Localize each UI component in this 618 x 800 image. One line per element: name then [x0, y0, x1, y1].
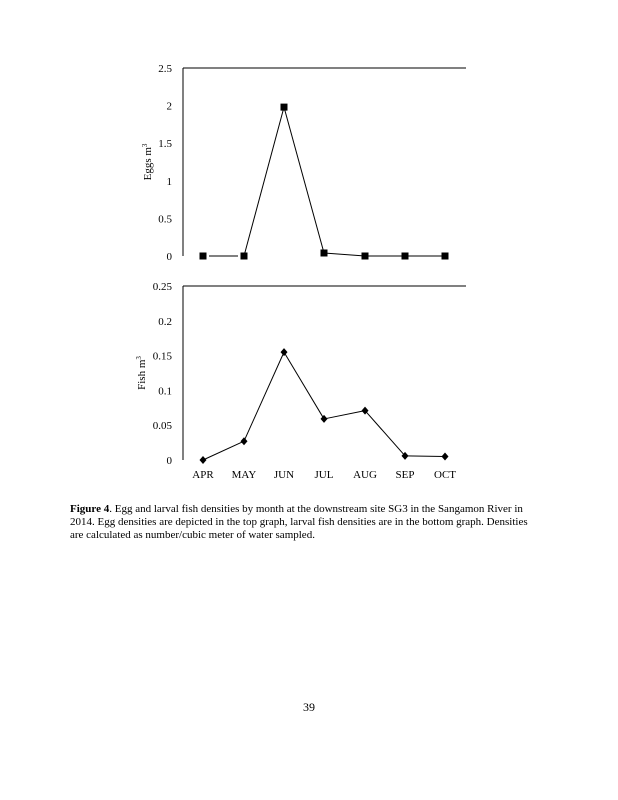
y-tick-label: 0.15 [152, 350, 172, 363]
y-axis-label [141, 143, 154, 180]
y-tick-label: 2.5 [158, 63, 172, 75]
egg-density-chart [141, 63, 466, 263]
y-tick-label: 0.25 [152, 281, 172, 293]
data-point [442, 453, 449, 461]
page-number: 39 [303, 700, 315, 714]
caption-label: Figure 4 [70, 503, 110, 515]
series-line-segment [284, 352, 324, 419]
x-tick-label: SEP [395, 469, 415, 481]
caption-text: . Egg and larval fish densities by month at the downstream site SG3 in the Sangamon River in 2014. Egg densities are depicted in the top graph, larval fish densities are in the bottom graph. Densities are calculated as number/cubic meter of water sampled. [70, 503, 528, 541]
series-line-segment [284, 107, 324, 253]
data-point [321, 415, 328, 423]
y-tick-label: 1 [166, 175, 172, 188]
x-tick-label: APR [192, 469, 214, 481]
series-line-segment [203, 441, 244, 460]
data-point [442, 253, 449, 260]
y-tick-label: 0.5 [158, 213, 172, 226]
y-tick-label: 0 [166, 251, 172, 263]
data-point [200, 456, 207, 464]
y-axis-label-superscript: 3 [141, 143, 149, 148]
series-line-segment [405, 456, 445, 457]
series-line-segment [365, 411, 405, 456]
data-point [281, 348, 288, 356]
y-axis-label-text: Fish m [136, 359, 148, 390]
larval-fish-density-chart [135, 281, 466, 481]
x-tick-label: OCT [434, 469, 456, 481]
y-axis-label-superscript: 3 [135, 356, 143, 360]
x-tick-label: JUL [314, 469, 334, 481]
figure-caption [70, 503, 540, 542]
y-tick-label: 0.1 [158, 385, 172, 398]
series-line-segment [244, 107, 284, 256]
data-point [402, 253, 409, 260]
data-point [241, 437, 248, 445]
data-point [200, 253, 207, 260]
x-tick-label: JUN [273, 469, 295, 481]
y-tick-label: 1.5 [158, 138, 172, 151]
data-point [321, 249, 328, 256]
series-line-segment [324, 411, 365, 419]
y-tick-label: 0.2 [158, 315, 172, 328]
y-tick-label: 0.05 [152, 420, 172, 433]
x-tick-label: AUG [353, 469, 377, 481]
y-tick-label: 0 [166, 455, 172, 467]
data-point [281, 104, 288, 111]
data-point [241, 253, 248, 260]
x-tick-label: MAY [231, 469, 257, 481]
series-line-segment [244, 352, 284, 441]
y-axis-label-text: Eggs m [142, 147, 154, 181]
y-tick-label: 2 [166, 100, 172, 113]
series-line-segment [324, 253, 365, 256]
data-point [362, 253, 369, 260]
y-axis-label [135, 356, 148, 390]
